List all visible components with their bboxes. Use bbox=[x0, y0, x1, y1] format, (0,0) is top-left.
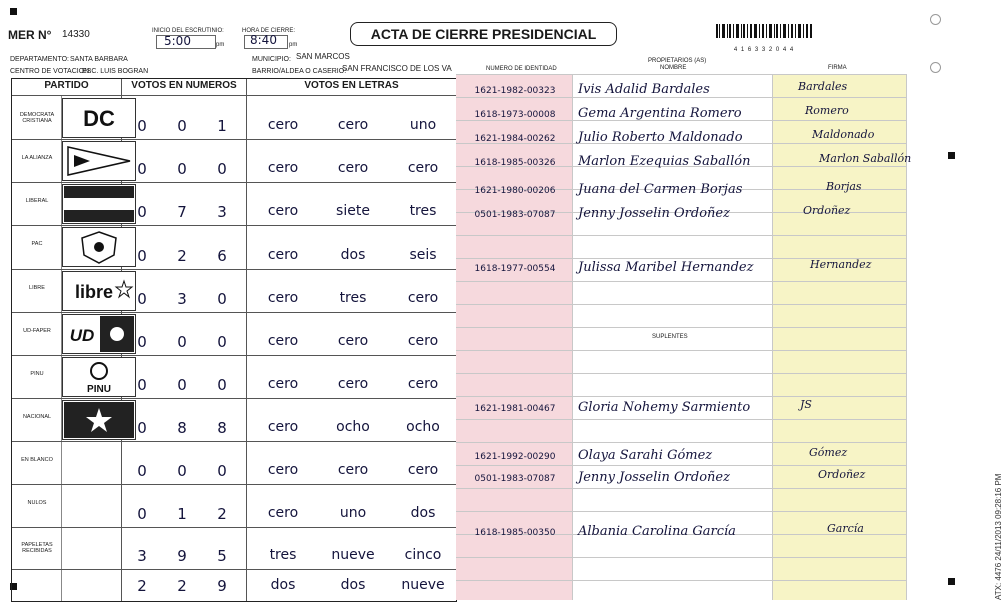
vote-digit: 2 bbox=[217, 505, 227, 523]
vote-word: cero bbox=[407, 333, 439, 349]
vote-word: ocho bbox=[336, 419, 370, 435]
party-name: DEMOCRATA CRISTIANA bbox=[19, 111, 55, 124]
libre-logo-icon bbox=[64, 273, 134, 309]
vote-digit: 3 bbox=[177, 290, 187, 308]
pac-shield-icon bbox=[64, 229, 134, 265]
member-signature: Maldonado bbox=[812, 128, 875, 141]
member-signature: Bardales bbox=[798, 80, 848, 93]
party-name: EN BLANCO bbox=[21, 456, 53, 463]
dc-logo-icon bbox=[64, 100, 134, 136]
vote-digit: 0 bbox=[137, 462, 147, 480]
vote-digit: 0 bbox=[217, 290, 227, 308]
member-name: Marlon Ezequias Saballón bbox=[578, 154, 751, 169]
svg-text:PINU: PINU bbox=[87, 384, 111, 395]
vote-digit: 0 bbox=[217, 376, 227, 394]
vote-word: tres bbox=[269, 547, 297, 563]
vote-word: dos bbox=[340, 577, 366, 593]
barcode-digits: 4 1 6 3 3 2 0 4 4 bbox=[733, 47, 795, 53]
registration-mark bbox=[948, 152, 955, 159]
registration-mark bbox=[10, 8, 17, 15]
vote-digit: 3 bbox=[217, 203, 227, 221]
form-label: MER N° bbox=[8, 28, 52, 42]
member-name: Julio Roberto Maldonado bbox=[578, 130, 743, 145]
vote-word: cero bbox=[267, 160, 299, 176]
vote-digit: 8 bbox=[177, 419, 187, 437]
col-owners: PROPIETARIOS (AS) bbox=[648, 58, 707, 64]
page-title: ACTA DE CIERRE PRESIDENCIAL bbox=[350, 22, 617, 46]
col-name: NOMBRE bbox=[660, 65, 687, 71]
suplente-signature: García bbox=[827, 522, 864, 535]
opening-time: 5:00 bbox=[164, 34, 191, 48]
vote-digit: 0 bbox=[137, 160, 147, 178]
punch-hole bbox=[930, 14, 941, 25]
vote-word: nueve bbox=[331, 547, 375, 563]
vote-digit: 9 bbox=[177, 547, 187, 565]
col-letras: VOTOS EN LETRAS bbox=[304, 80, 399, 91]
vote-digit: 0 bbox=[217, 160, 227, 178]
suplente-name: Gloria Nohemy Sarmiento bbox=[578, 400, 751, 415]
vote-word: cero bbox=[267, 247, 299, 263]
vote-word: cero bbox=[407, 376, 439, 392]
opening-label: INICIO DEL ESCRUTINIO: bbox=[152, 28, 224, 34]
member-id: 1618-1973-00008 bbox=[474, 110, 556, 120]
vote-digit: 0 bbox=[137, 376, 147, 394]
suplente-id: 0501-1983-07087 bbox=[474, 474, 556, 484]
vote-digit: 8 bbox=[217, 419, 227, 437]
vote-word: nueve bbox=[401, 577, 445, 593]
vote-digit: 0 bbox=[177, 462, 187, 480]
vote-word: uno bbox=[409, 117, 437, 133]
vote-word: dos bbox=[410, 505, 436, 521]
vote-digit: 0 bbox=[217, 333, 227, 351]
vote-digit: 0 bbox=[137, 117, 147, 135]
centro-value: ESC. LUIS BOGRAN bbox=[82, 68, 149, 75]
barrio-label: BARRIO/ALDEA O CASERIO: bbox=[252, 68, 347, 75]
vote-word: cero bbox=[267, 376, 299, 392]
vote-word: ocho bbox=[406, 419, 440, 435]
member-signature: Borjas bbox=[826, 180, 862, 193]
vote-word: uno bbox=[339, 505, 367, 521]
vote-digit: 7 bbox=[177, 203, 187, 221]
member-id: 0501-1983-07087 bbox=[474, 210, 556, 220]
nacional-star-icon bbox=[64, 402, 134, 438]
departamento-value: SANTA BARBARA bbox=[70, 56, 128, 63]
liberal-flag-icon bbox=[64, 186, 134, 222]
timestamp-stamp: ATX: 4476 24/11/2013 09:28:16 PM bbox=[994, 473, 1003, 600]
suplentes-label: SUPLENTES bbox=[652, 334, 688, 340]
closing-unit: pm bbox=[289, 42, 298, 48]
suplente-name: Olaya Sarahi Gómez bbox=[578, 448, 713, 463]
municipio-value: SAN MARCOS bbox=[296, 52, 350, 61]
barcode-graphic bbox=[716, 24, 812, 46]
vote-word: cero bbox=[267, 333, 299, 349]
member-name: Gema Argentina Romero bbox=[578, 106, 742, 121]
svg-text:DC: DC bbox=[83, 106, 115, 131]
vote-digit: 0 bbox=[137, 247, 147, 265]
vote-word: cinco bbox=[404, 547, 442, 563]
member-id: 1618-1985-00326 bbox=[474, 158, 556, 168]
member-signature: Marlon Saballón bbox=[819, 152, 912, 165]
party-name: LA ALIANZA bbox=[21, 154, 53, 161]
vote-word: seis bbox=[409, 247, 437, 263]
vote-word: cero bbox=[337, 376, 369, 392]
vote-digit: 0 bbox=[137, 419, 147, 437]
party-name: UD-FAPER bbox=[23, 327, 51, 334]
centro-label: CENTRO DE VOTACION: bbox=[10, 68, 92, 75]
pinu-logo-icon bbox=[64, 359, 134, 395]
vote-digit: 0 bbox=[217, 462, 227, 480]
punch-hole bbox=[930, 62, 941, 73]
registration-mark bbox=[948, 578, 955, 585]
suplente-name: Jenny Josselin Ordoñez bbox=[578, 470, 730, 485]
suplente-id: 1621-1992-00290 bbox=[474, 452, 556, 462]
barrio-value: SAN FRANCISCO DE LOS VA bbox=[342, 64, 452, 73]
svg-text:libre: libre bbox=[74, 282, 114, 302]
member-signature: Ordoñez bbox=[803, 204, 851, 217]
suplente-signature: JS bbox=[800, 398, 812, 411]
closing-label: HORA DE CIERRE: bbox=[242, 28, 296, 34]
vote-word: cero bbox=[407, 290, 439, 306]
col-partido: PARTIDO bbox=[44, 80, 89, 91]
vote-digit: 0 bbox=[177, 376, 187, 394]
vote-word: dos bbox=[340, 247, 366, 263]
suplente-signature: Gómez bbox=[809, 446, 848, 459]
vote-digit: 1 bbox=[177, 505, 187, 523]
id-column bbox=[456, 74, 572, 600]
departamento-label: DEPARTAMENTO: bbox=[10, 56, 69, 63]
member-id: 1621-1980-00206 bbox=[474, 186, 556, 196]
vote-digit: 0 bbox=[177, 333, 187, 351]
suplente-id: 1621-1981-00467 bbox=[474, 404, 556, 414]
vote-digit: 0 bbox=[177, 117, 187, 135]
vote-word: cero bbox=[267, 117, 299, 133]
party-name: NULOS bbox=[27, 499, 47, 506]
member-name: Jenny Josselin Ordoñez bbox=[578, 206, 730, 221]
party-name: LIBRE bbox=[29, 284, 45, 291]
vote-table bbox=[11, 78, 457, 602]
vote-digit: 2 bbox=[177, 577, 187, 595]
vote-word: cero bbox=[267, 462, 299, 478]
member-name: Juana del Carmen Borjas bbox=[578, 182, 743, 197]
alianza-logo-icon bbox=[64, 143, 134, 179]
member-signature: Romero bbox=[805, 104, 849, 117]
party-name: PAPELETAS RECIBIDAS bbox=[21, 542, 53, 554]
vote-word: cero bbox=[267, 290, 299, 306]
suplente-signature: Ordoñez bbox=[818, 468, 866, 481]
party-name: LIBERAL bbox=[25, 197, 49, 204]
vote-word: siete bbox=[336, 203, 370, 219]
opening-unit: pm bbox=[216, 42, 225, 48]
col-id: NUMERO DE IDENTIDAD bbox=[486, 66, 557, 72]
member-signature: Hernandez bbox=[810, 258, 872, 271]
vote-word: cero bbox=[337, 160, 369, 176]
vote-digit: 9 bbox=[217, 577, 227, 595]
member-id: 1621-1982-00323 bbox=[474, 86, 556, 96]
municipio-label: MUNICIPIO: bbox=[252, 56, 291, 63]
vote-word: cero bbox=[337, 333, 369, 349]
member-name: Ivis Adalid Bardales bbox=[578, 82, 710, 97]
vote-digit: 0 bbox=[177, 160, 187, 178]
suplente-id: 1618-1985-00350 bbox=[474, 528, 556, 538]
vote-word: tres bbox=[409, 203, 437, 219]
party-name: NACIONAL bbox=[22, 413, 52, 420]
member-id: 1618-1977-00554 bbox=[474, 264, 556, 274]
vote-digit: 0 bbox=[137, 203, 147, 221]
vote-word: cero bbox=[407, 160, 439, 176]
vote-digit: 3 bbox=[137, 547, 147, 565]
vote-digit: 6 bbox=[217, 247, 227, 265]
vote-digit: 0 bbox=[137, 505, 147, 523]
vote-word: cero bbox=[337, 462, 369, 478]
vote-digit: 2 bbox=[177, 247, 187, 265]
member-id: 1621-1984-00262 bbox=[474, 134, 556, 144]
vote-word: cero bbox=[337, 117, 369, 133]
ud-logo-icon bbox=[64, 316, 134, 352]
vote-word: cero bbox=[267, 419, 299, 435]
col-sign: FIRMA bbox=[828, 65, 847, 71]
member-name: Julissa Maribel Hernandez bbox=[578, 260, 754, 275]
party-name: PINU bbox=[30, 370, 44, 377]
vote-word: cero bbox=[407, 462, 439, 478]
vote-digit: 5 bbox=[217, 547, 227, 565]
closing-time: 8:40 bbox=[250, 33, 277, 47]
svg-text:UD: UD bbox=[69, 326, 95, 345]
vote-word: cero bbox=[267, 505, 299, 521]
vote-word: cero bbox=[267, 203, 299, 219]
vote-word: tres bbox=[339, 290, 367, 306]
vote-word: dos bbox=[270, 577, 296, 593]
col-numeros: VOTOS EN NUMEROS bbox=[131, 80, 237, 91]
vote-digit: 1 bbox=[217, 117, 227, 135]
form-number: 14330 bbox=[62, 29, 90, 40]
vote-digit: 0 bbox=[137, 333, 147, 351]
vote-digit: 2 bbox=[137, 577, 147, 595]
party-name: PAC bbox=[31, 241, 43, 247]
vote-digit: 0 bbox=[137, 290, 147, 308]
suplente-name: Albania Carolina García bbox=[578, 524, 736, 539]
